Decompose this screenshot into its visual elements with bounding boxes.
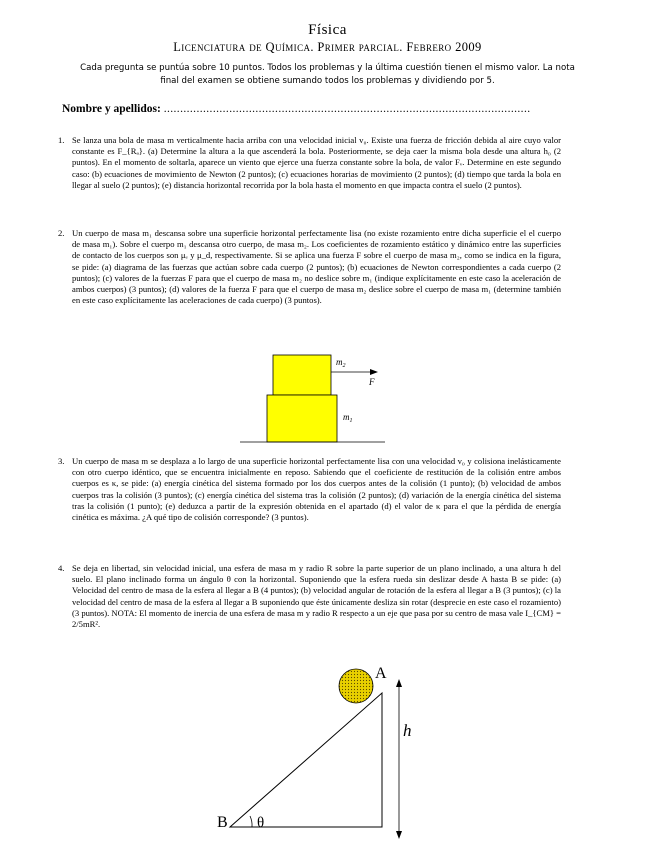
page-title: Física — [308, 22, 347, 38]
height-arrow-bottom — [396, 831, 402, 839]
figure-inclined-plane — [200, 655, 440, 845]
name-field-dots: ................................................................................................................ — [163, 103, 531, 115]
page-subtitle: Licenciatura de Química. Primer parcial. Febrero 2009 — [173, 40, 482, 54]
problem-number: 3. — [58, 456, 65, 466]
figure-stacked-blocks — [230, 350, 400, 450]
label-m2: $m_2$ — [336, 357, 346, 369]
block-m1 — [267, 395, 337, 442]
instructions-text: Cada pregunta se puntúa sobre 10 puntos. Todos los problemas y la última cuestión tienen el mismo valor. La nota final del examen se obtiene sumando todos los problemas y dividiendo por 5. — [80, 63, 575, 86]
problem-number: 1. — [58, 135, 65, 145]
problem-text: Un cuerpo de masa m₁ descansa sobre una superficie horizontal perfectamente lisa (no existe rozamiento entre dicha superficie el el cuerpo de masa m₁). Sobre el cuerpo m₁ descansa otro cuerpo, de masa m₂. Los coeficientes de rozamiento estático y dinámico entre las superficies de contacto de los cuerpos son μₑ y μ_d, respectivamente. Si se aplica una fuerza F sobre el cuerpo de masa m₂, como se indica en la figura, se pide: (a) diagrama de las fuerzas que actúan sobre cada cuerpo (2 puntos); (b) ecuaciones de Newton correspondientes a cada cuerpo (2 puntos); (c) valores de la fuerzas F para que el cuerpo de masa m₂ no deslice sobre m₁ (indique explícitamente en este caso la aceleración de ambos cuerpos) (3 puntos); (d) valores de la fuerza F para que el cuerpo de masa m₂ deslice sobre el cuerpo de masa m₁ (determine también en este caso explícitamente las aceleraciones de cada cuerpo) (3 puntos). — [72, 228, 561, 306]
label-m1: $m_1$ — [343, 412, 353, 424]
angle-arc — [250, 816, 252, 827]
sphere — [339, 669, 373, 703]
problem-3 — [58, 456, 561, 523]
label-A: A — [375, 665, 387, 682]
name-field-label: Nombre y apellidos: — [62, 103, 161, 115]
problem-number: 2. — [58, 228, 65, 238]
problem-4 — [58, 563, 561, 630]
problem-2 — [58, 228, 561, 306]
label-F: F — [369, 377, 375, 387]
name-field[interactable] — [62, 103, 562, 115]
problem-text: Se lanza una bola de masa m verticalmente hacia arriba con una velocidad inicial v₀. Existe una fuerza de fricción debida al aire cuyo valor constante es F_{Rₐ}. (a) Determine la altura a la que ascenderá la bola. Posteriormente, se deja caer la misma bola desde una altura h₀ (2 puntos). En el momento de soltarla, aparece un viento que ejerce una fuerza constante sobre la bola, de valor Fᵥ. Determine en este segundo caso: (b) ecuaciones de movimiento de Newton (2 puntos); (c) ecuaciones horarias de movimiento (2 puntos); (d) tiempo que tarda la bola en llegar al suelo (2 puntos); (e) distancia horizontal recorrida por la bola hasta el momento en que impacta contra el suelo (2 puntos). — [72, 135, 561, 190]
force-arrowhead — [370, 369, 378, 375]
incline-triangle — [230, 693, 382, 827]
label-theta: θ — [257, 815, 265, 831]
problem-text: Se deja en libertad, sin velocidad inicial, una esfera de masa m y radio R sobre la parte superior de un plano inclinado, a una altura h del suelo. El plano inclinado forma un ángulo θ con la horizontal. Suponiendo que la esfera rueda sin deslizar desde A hasta B se pide: (a) Velocidad del centro de masa de la esfera al llegar a B (4 puntos); (b) velocidad angular de rotación de la esfera al llegar a B (3 puntos); (c) la velocidad del centro de masa de la esfera al llegar a B suponiendo que éste únicamente desliza sin rotar (desprecie en este caso el rozamiento) (3 puntos). NOTA: El momento de inercia de una esfera de masa m y radio R respecto a un eje que pasa por su centro de masa vale I_{CM} = 2/5mR². — [72, 563, 561, 630]
problem-text: Un cuerpo de masa m se desplaza a lo largo de una superficie horizontal perfectamente lisa con una velocidad v₀ y colisiona inelásticamente con otro cuerpo idéntico, que se encuentra inicialmente en reposo. Sabiendo que el coeficiente de restitución de la colisión entre ambos cuerpos es κ, se pide: (a) energía cinética del sistema formado por los dos cuerpos antes de la colisión (1 punto); (b) velocidad de ambos cuerpos tras la colisión (3 puntos); (c) energía cinética del sistema tras la colisión (2 puntos); (d) variación de la energía cinética del sistema tras la colisión (1 punto); (e) deduzca a partir de la expresión obtenida en el apartado (d) el valor de κ para el que la pérdida de energía cinética es máxima. ¿A qué tipo de colisión corresponde? (3 puntos). — [72, 456, 561, 523]
label-B: B — [217, 814, 228, 831]
height-arrow-top — [396, 679, 402, 687]
problem-1 — [58, 135, 561, 191]
label-h: h — [403, 721, 412, 740]
problem-number: 4. — [58, 563, 65, 573]
block-m2 — [273, 355, 331, 395]
